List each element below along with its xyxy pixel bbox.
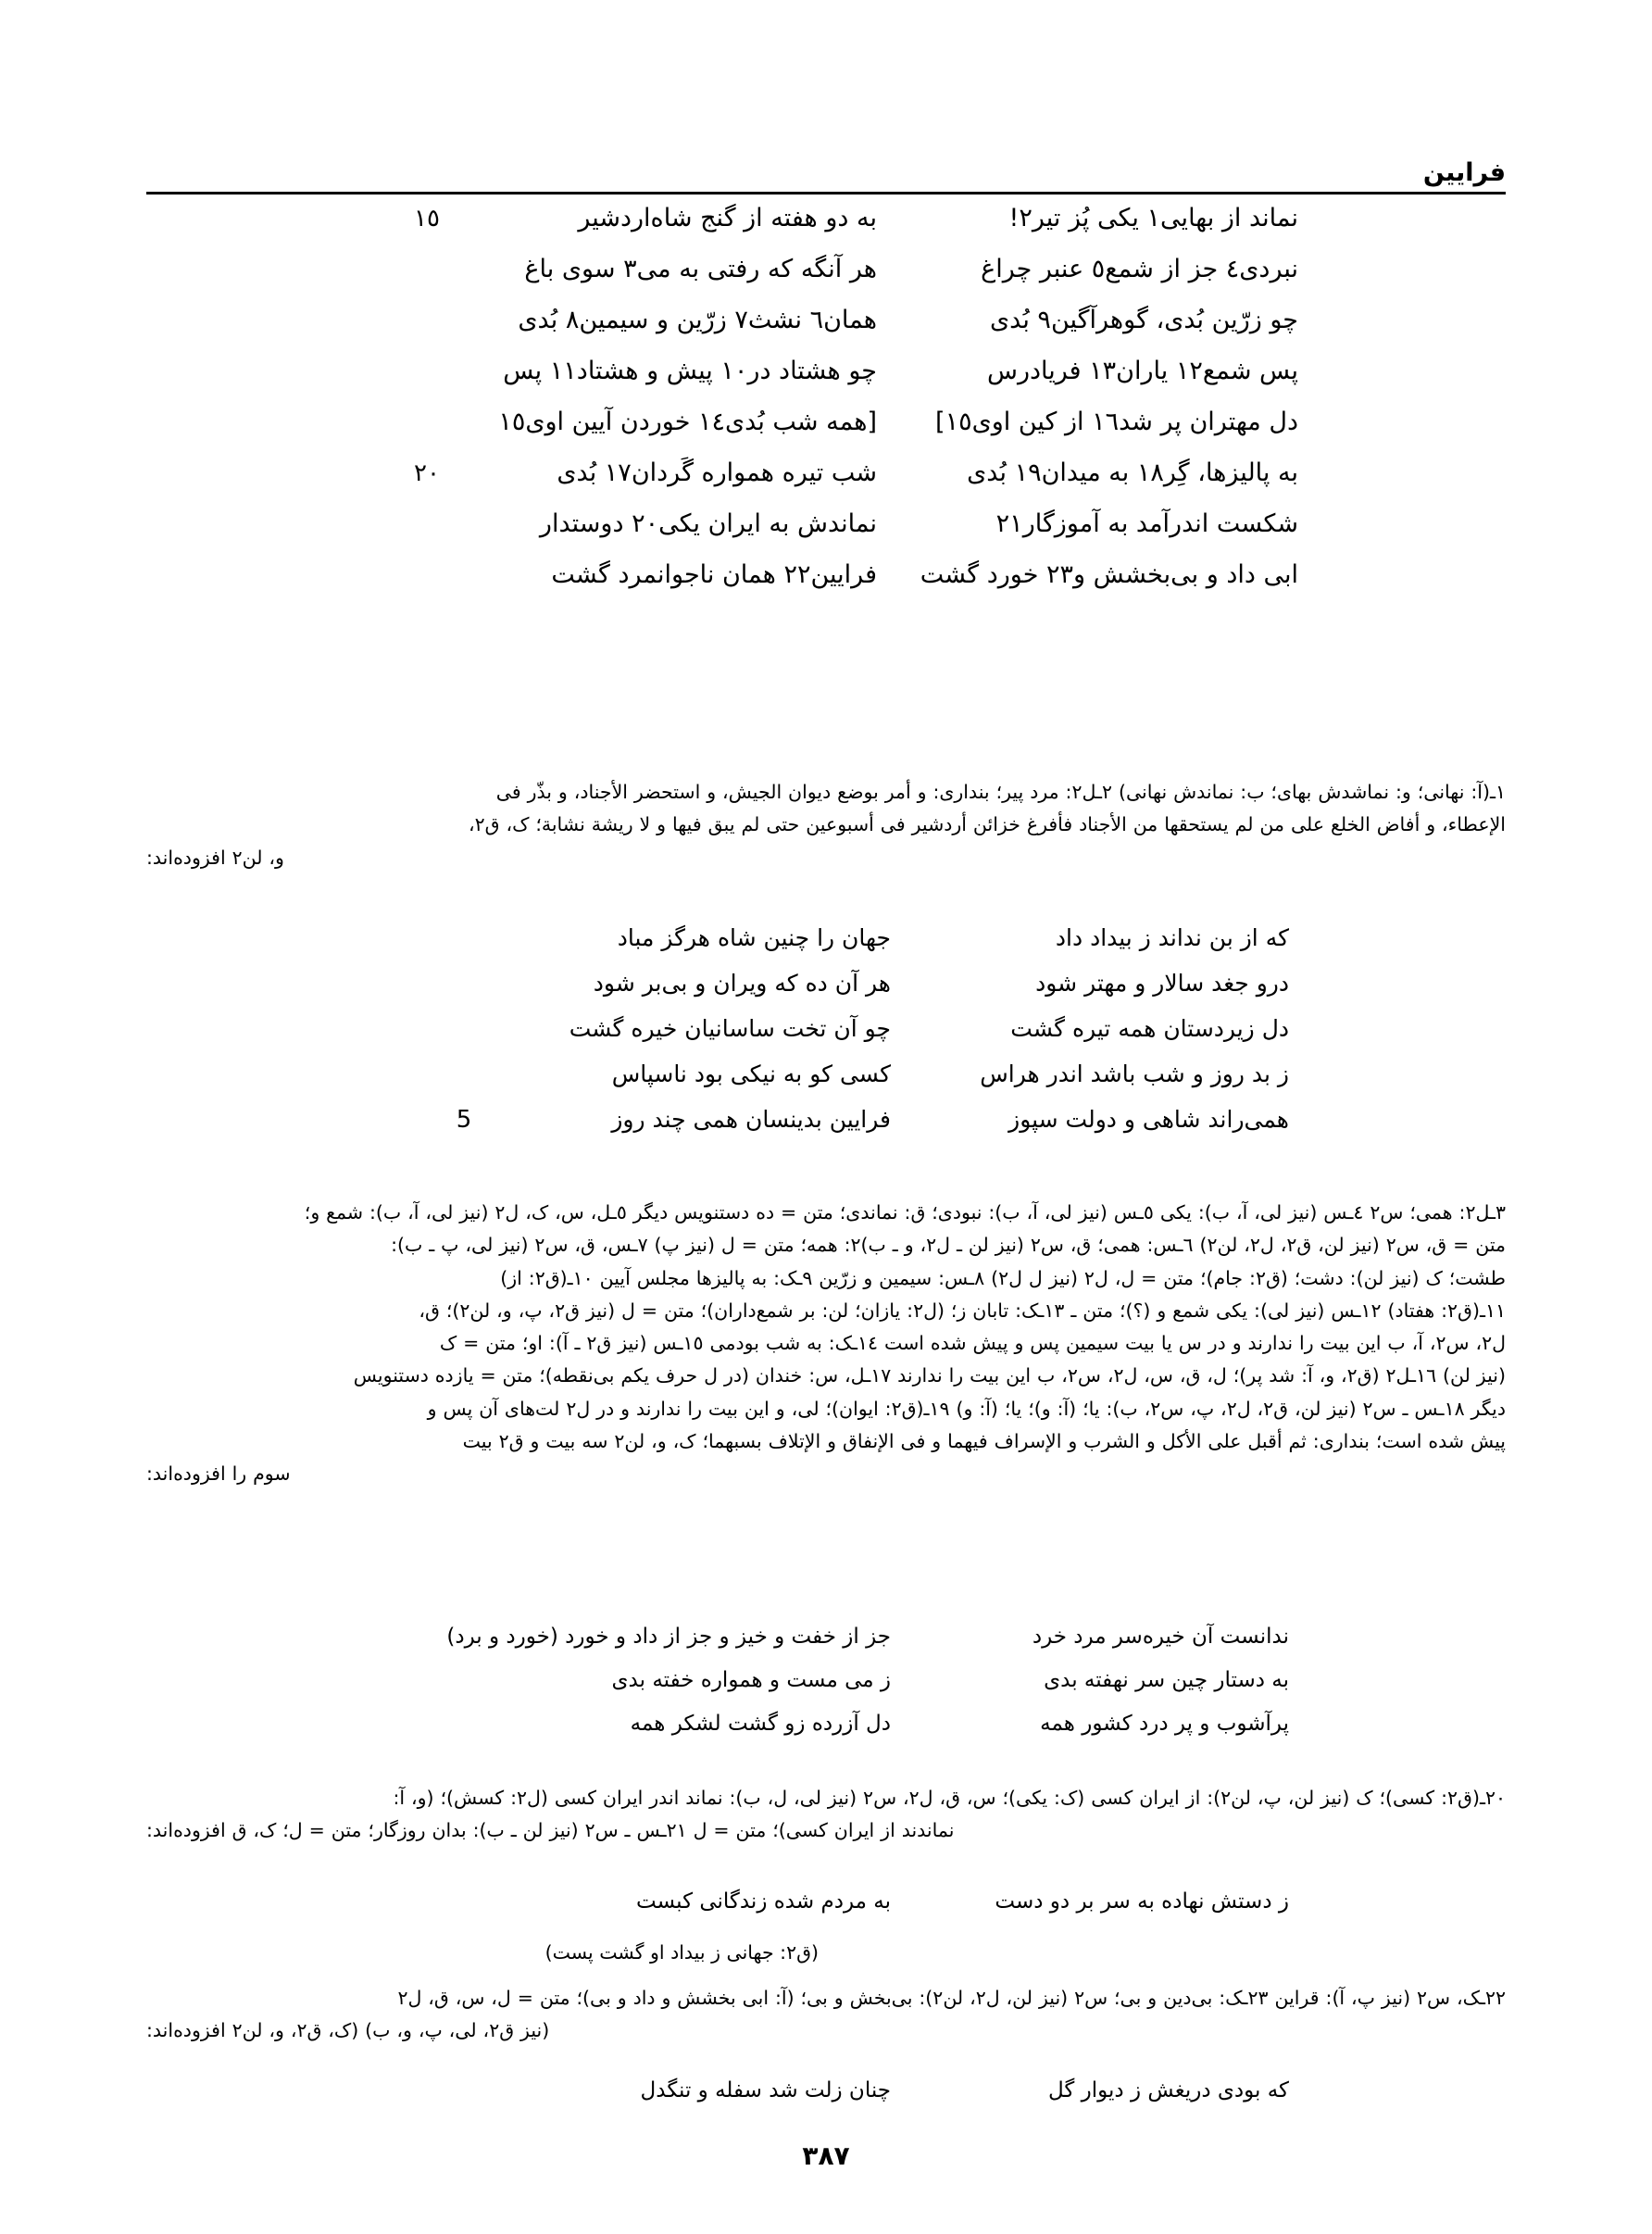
hemistich-b: پرآشوب و پر درد کشور همه (1040, 1712, 1289, 1736)
verse-block-four-trailing-note: (ق٢: جهانی ز بیداد او گشت پست) (544, 1941, 819, 1964)
verse-line (354, 511, 1346, 562)
verse-line (354, 409, 1346, 460)
apparatus-line: دیگر ١٨ـس ـ س٢ (نیز لن، ق٢، ل٢، پ، س٢، ب): یا؛ (آ: و)؛ یا؛ (آ: و) ١٩ـ(ق٢: ایوان)؛ لی، و این بیت را ندارند و در ل٢ لت‌های آن پس و (427, 1397, 1506, 1420)
hemistich-a: به دو هفته از گنج شاه‌اردشیر (578, 204, 877, 232)
verse-block-two (365, 926, 1346, 1153)
hemistich-a: چنان زلت شد سفله و تنگدل (640, 2078, 891, 2102)
verse-line (365, 1891, 1346, 1935)
verse-line (354, 307, 1346, 358)
hemistich-b: ندانست آن خیره‌سر مرد خرد (1032, 1625, 1289, 1649)
apparatus-block-4 (146, 1982, 1506, 2048)
running-header-title: فرایین (1422, 158, 1506, 187)
verse-block-five (365, 2080, 1346, 2124)
hemistich-b: به دستار چین سر نهفته بدی (1044, 1668, 1289, 1692)
verse-line (365, 1062, 1346, 1108)
apparatus-line: الإعطاء، و أفاض الخلع علی من لم یستحقها من الأجناد فأفرغ خزائن أردشیر فی أسبوعین حتی لم یبق فیها و لا ریشة نشابة؛ ک، ق٢، (468, 813, 1506, 836)
verse-line (365, 972, 1346, 1017)
verse-line (354, 257, 1346, 307)
verse-line (365, 926, 1346, 972)
verse-line (365, 1108, 1346, 1153)
apparatus-line-tail: و، لن٢ افزوده‌اند: (146, 846, 284, 869)
apparatus-line: ٢٢ـک، س٢ (نیز پ، آ): قراین ٢٣ـک: بی‌دین و بی؛ س٢ (نیز لن، ل٢، لن٢): بی‌بخش و بی؛ (آ: ابی بخشش و داد و بی)؛ متن = ل، س، ق، ل٢ (397, 1987, 1506, 2009)
apparatus-line: ١ـ(آ: نهانی؛ و: نماشدش بهای؛ ب: نماندش نهانی) ٢ـل٢: مرد پیر؛ بنداری: و أمر بوضع دیوان الجیش، و استحضر الأجناد، و بذّر فی (495, 781, 1506, 803)
hemistich-a: کسی کو به نیکی بود ناسپاس (611, 1061, 891, 1087)
apparatus-line-tail: نماندند از ایران کسی)؛ متن = ل ٢١ـس ـ س٢ (نیز لن ـ ب): بدان روزگار؛ متن = ل؛ ک، ق افزوده‌اند: (146, 1819, 955, 1842)
verse-number: ٢٠ (414, 459, 440, 487)
hemistich-a: به مردم شده زندگانی کبست (636, 1889, 891, 1914)
apparatus-line: ١١ـ(ق٢: هفتاد) ١٢ـس (نیز لی): یکی شمع و (؟)؛ متن ـ ١٣ـک: تابان ز؛ (ل٢: یازان؛ لن: بر شمع‌داران)؛ متن = ل (نیز ق٢، پ، و، لن٢)؛ ق، (419, 1299, 1506, 1322)
apparatus-line: ل٢، س٢، آ، ب این بیت را ندارند و در س یا بیت سیمین پس و پیش شده است ١٤ـک: به شب بودمی ١٥ـس (نیز ق٢ ـ آ): او؛ متن = ک (439, 1332, 1506, 1354)
verse-number: 5 (456, 1106, 472, 1134)
hemistich-b: چو زرّین بُدی، گوهرآگین٩ بُدی (990, 306, 1298, 334)
hemistich-b: که از بن نداند ز بیداد داد (1055, 924, 1289, 951)
apparatus-line-tail: (نیز ق٢، لی، پ، و، ب) (ک، ق٢، و، لن٢ افزوده‌اند: (146, 2019, 550, 2042)
hemistich-a: نماندش به ایران یکی٢٠ دوستدار (539, 509, 877, 538)
verse-line (354, 358, 1346, 409)
hemistich-a: شب تیره همواره گَردان١٧ بُدی (557, 458, 877, 487)
verse-number: ١٥ (414, 205, 440, 232)
apparatus-line: طشت؛ ک (نیز لن): دشت؛ (ق٢: جام)؛ متن = ل، ل٢ (نیز ل ل٢) ٨ـس: سیمین و زرّین ٩ـک: به پالیزها مجلس آیین ١٠ـ(ق٢: از) (500, 1266, 1506, 1289)
apparatus-line: ٣ـل٢: همی؛ س٢ ٤ـس (نیز لی، آ، ب): یکی ٥ـس (نیز لی، آ، ب): نبودی؛ ق: نماندی؛ متن = ده دستنویس دیگر ٥ـل، س، ک، ل٢ (نیز لی، آ، ب): شمع و؛ (304, 1201, 1506, 1224)
hemistich-b: ز بد روز و شب باشد اندر هراس (980, 1061, 1289, 1087)
hemistich-a: هر آنگه که رفتی به می٣ سوی باغ (524, 255, 877, 283)
hemistich-b: ابی داد و بی‌بخشش و٢٣ خورد گشت (920, 560, 1298, 589)
hemistich-b: دل مهتران پر شد١٦ از کین اوی١٥] (935, 408, 1298, 436)
verse-line (354, 562, 1346, 613)
hemistich-a: [همه شب بُدی١٤ خوردن آیین اوی١٥ (498, 408, 877, 436)
verse-block-main (354, 206, 1346, 613)
verse-line (354, 460, 1346, 511)
verse-line (365, 1713, 1346, 1757)
apparatus-line: پیش شده است؛ بنداری: ثم أقبل علی الأکل و الشرب و الإسراف فیهما و فی الإنفاق و الإتلاف بسبهما؛ ک، و، لن٢ سه بیت و ق٢ بیت (462, 1429, 1506, 1452)
apparatus-block-3 (146, 1782, 1506, 1848)
hemistich-a: فرایین بدینسان همی چند روز (611, 1106, 891, 1133)
apparatus-line: متن = ق، س٢ (نیز لن، ق٢، ل٢، لن٢) ٦ـس: همی؛ ق، س٢ (نیز لن ـ ل٢، و ـ ب)٢: همه؛ متن = ل (نیز پ) ٧ـس، ق، س٢ (نیز لی، پ ـ ب): (391, 1234, 1506, 1257)
apparatus-line: ٢٠ـ(ق٢: کسی)؛ ک (نیز لن، پ، لن٢): از ایران کسی (ک: یکی)؛ س، ق، ل٢، س٢ (نیز لی، ل، ب): نماند اندر ایران کسی (ل٢: کسش)؛ (و، آ: (393, 1787, 1506, 1809)
hemistich-b: که بودی دریغش ز دیوار گل (1047, 2078, 1289, 2102)
hemistich-a: چو آن تخت ساسانیان خیره گشت (569, 1015, 891, 1042)
verse-line (365, 1626, 1346, 1670)
apparatus-line-tail: سوم را افزوده‌اند: (146, 1462, 291, 1485)
verse-block-three (365, 1626, 1346, 1757)
hemistich-a: فرایین٢٢ همان ناجوانمرد گشت (551, 560, 877, 589)
hemistich-a: جز از خفت و خیز و جز از داد و خورد (خورد و برد) (446, 1625, 891, 1649)
hemistich-a: جهان را چنین شاه هرگز مباد (617, 924, 891, 951)
verse-line (354, 206, 1346, 257)
hemistich-b: نبردی٤ جز از شمع٥ عنبر چراغ (981, 255, 1298, 283)
apparatus-block-2 (146, 1197, 1506, 1490)
page-number: ٣٨٧ (802, 2140, 850, 2171)
apparatus-block-1 (146, 776, 1506, 874)
hemistich-b: به پالیزها، گِر١٨ به میدان١٩ بُدی (967, 458, 1298, 487)
page-header (146, 139, 1506, 195)
verse-block-four (365, 1891, 1346, 1935)
hemistich-a: هر آن ده که ویران و بی‌بر شود (593, 970, 891, 997)
hemistich-a: چو هشتاد در١٠ پیش و هشتاد١١ پس (503, 357, 877, 385)
hemistich-b: همی‌راند شاهی و دولت سپوز (1008, 1106, 1289, 1133)
apparatus-line: (نیز لن) ١٦ـل٢ (ق٢، و، آ: شد پر)؛ ل، ق، س، ل٢، س٢، ب این بیت را ندارند ١٧ـل، س: خندان (در ل حرف یکم بی‌نقطه)؛ متن = یازده دستنویس (353, 1364, 1506, 1387)
header-rule (146, 192, 1506, 195)
hemistich-b: ز دستش نهاده به سر بر دو دست (995, 1889, 1289, 1914)
hemistich-b: درو جغد سالار و مهتر شود (1035, 970, 1289, 997)
hemistich-b: دل زیردستان همه تیره گشت (1010, 1015, 1289, 1042)
hemistich-a: ز می مست و همواره خفته بدی (611, 1668, 891, 1692)
hemistich-b: نماند از بهایی١ یکی پُز تیر٢! (1008, 204, 1298, 232)
verse-line (365, 2080, 1346, 2124)
verse-line (365, 1670, 1346, 1713)
verse-line (365, 1017, 1346, 1062)
hemistich-a: دل آزرده زو گشت لشکر همه (630, 1712, 891, 1736)
hemistich-b: پس شمع١٢ یاران١٣ فریادرس (986, 357, 1298, 385)
hemistich-b: شکست اندرآمد به آموزگار٢١ (995, 509, 1298, 538)
hemistich-a: همان٦ نشث٧ زرّین و سیمین٨ بُدی (518, 306, 877, 334)
